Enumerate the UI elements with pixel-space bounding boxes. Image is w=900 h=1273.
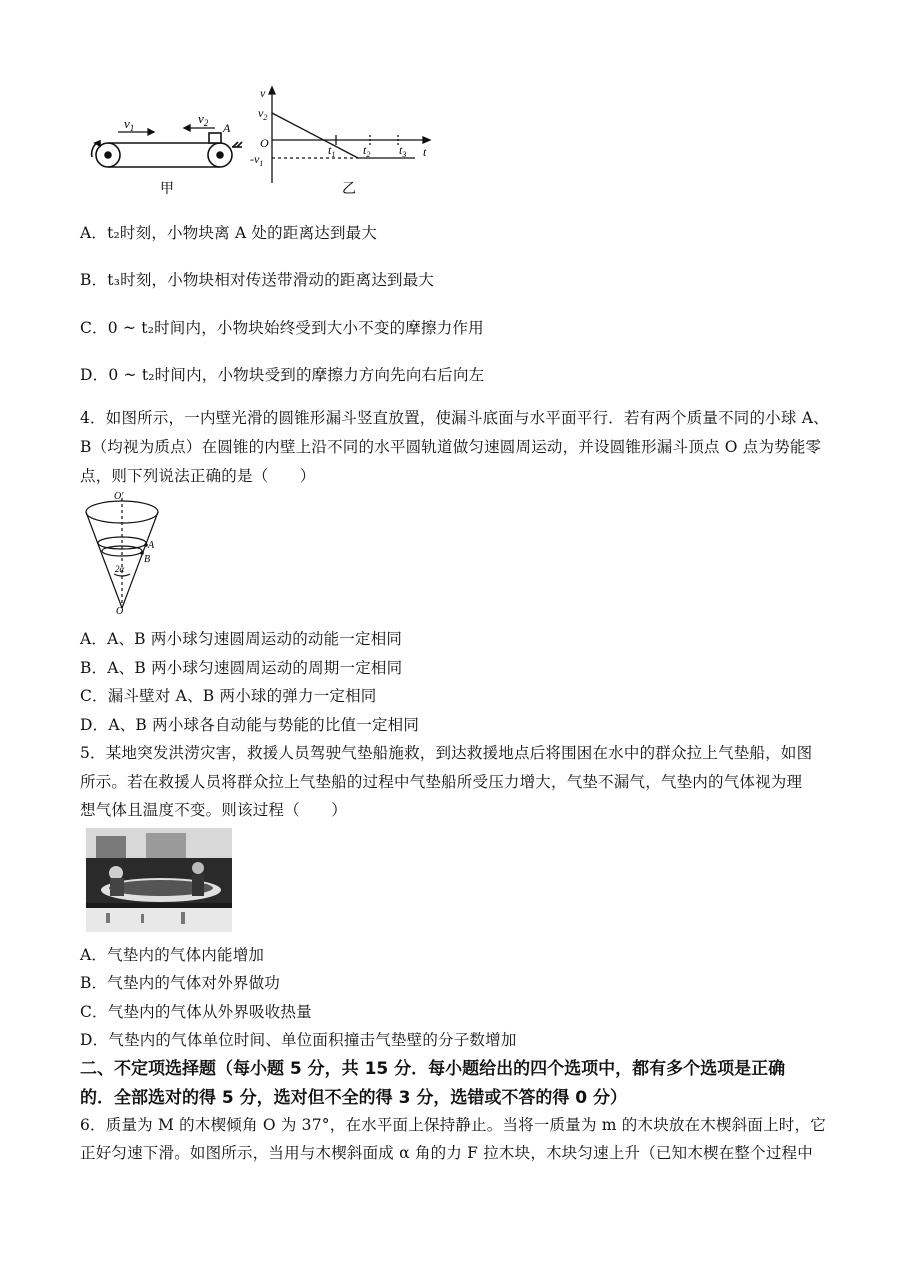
- cone-A-label: A: [148, 540, 155, 551]
- q3-option-c: C．0 ~ t₂时间内，小物块始终受到大小不变的摩擦力作用: [80, 319, 484, 337]
- q4-stem-line1: 4．如图所示，一内壁光滑的圆锥形漏斗竖直放置，使漏斗底面与水平面平行．若有两个质量不同的小球 A、: [80, 409, 829, 427]
- yi-label: 乙: [342, 182, 356, 197]
- q5-stem-line2: 所示。若在救援人员将群众拉上气垫船的过程中气垫船所受压力增大，气垫不漏气，气垫内的气体视为理: [80, 773, 803, 791]
- t2-label: $t_2$: [363, 143, 371, 159]
- q4-stem-line2: B（均视为质点）在圆锥的内壁上沿不同的水平圆轨道做匀速圆周运动，并设圆锥形漏斗顶点 O 点为势能零: [80, 438, 822, 456]
- q5-option-b: B．气垫内的气体对外界做功: [80, 974, 280, 992]
- q5-option-d: D．气垫内的气体单位时间、单位面积撞击气垫壁的分子数增加: [80, 1031, 517, 1049]
- q4-stem-line3: 点，则下列说法正确的是（ ）: [80, 467, 316, 485]
- section2-heading-line2: 的．全部选对的得 5 分，选对但不全的得 3 分，选错或不答的得 0 分）: [80, 1088, 627, 1108]
- t1-label: $t_1$: [328, 143, 336, 159]
- neg-v1-label: $-v_1$: [250, 152, 264, 168]
- block-A-label: A: [223, 121, 231, 135]
- conveyor-vt-figure: [80, 85, 440, 200]
- q6-stem-line1: 6．质量为 M 的木楔倾角 O 为 37°，在水平面上保持静止。当将一质量为 m 的木块放在木楔斜面上时，它: [80, 1116, 826, 1134]
- section2-heading-line1: 二、不定项选择题（每小题 5 分，共 15 分．每小题给出的四个选项中，都有多个选项是正确: [80, 1059, 786, 1079]
- jia-label: 甲: [160, 182, 174, 197]
- q5-stem-line1: 5．某地突发洪涝灾害，救援人员驾驶气垫船施救，到达救援地点后将围困在水中的群众拉上气垫船，如图: [80, 744, 813, 762]
- q3-option-a: A．t₂时刻，小物块离 A 处的距离达到最大: [80, 224, 378, 242]
- conveyor-belt-diagram: [92, 133, 242, 167]
- v2-label: $v_2$: [198, 111, 209, 128]
- axis-v-label: v: [260, 86, 266, 100]
- cone-angle-label: 2α: [115, 564, 125, 574]
- cone-O-top-label: O': [114, 491, 124, 502]
- q3-option-d: D．0 ~ t₂时间内，小物块受到的摩擦力方向先向右后向左: [80, 366, 485, 384]
- origin-label: O: [260, 136, 269, 150]
- q5-stem-line3: 想气体且温度不变。则该过程（ ）: [80, 801, 347, 819]
- cone-B-label: B: [144, 554, 151, 565]
- axis-t-label: t: [423, 145, 427, 159]
- q4-option-d: D．A、B 两小球各自动能与势能的比值一定相同: [80, 716, 420, 734]
- q4-option-c: C．漏斗壁对 A、B 两小球的弹力一定相同: [80, 687, 377, 705]
- t3-label: $t_3$: [399, 143, 407, 159]
- q5-option-a: A．气垫内的气体内能增加: [80, 946, 265, 964]
- q4-option-a: A．A、B 两小球匀速圆周运动的动能一定相同: [80, 630, 403, 648]
- hovercraft-rescue-photo: [86, 828, 232, 932]
- q3-option-b: B．t₃时刻，小物块相对传送带滑动的距离达到最大: [80, 271, 435, 289]
- q5-option-c: C．气垫内的气体从外界吸收热量: [80, 1003, 312, 1021]
- v2-tick-label: $v_2$: [258, 106, 268, 122]
- cone-O-bottom-label: O: [116, 606, 124, 615]
- q6-stem-line2: 正好匀速下滑。如图所示，当用与木楔斜面成 α 角的力 F 拉木块，木块匀速上升（已知木楔在整个过程中: [80, 1144, 813, 1162]
- v1-label: $v_1$: [124, 116, 135, 133]
- vt-graph: [269, 87, 430, 183]
- cone-funnel-figure: [82, 490, 172, 615]
- q4-option-b: B．A、B 两小球匀速圆周运动的周期一定相同: [80, 659, 403, 677]
